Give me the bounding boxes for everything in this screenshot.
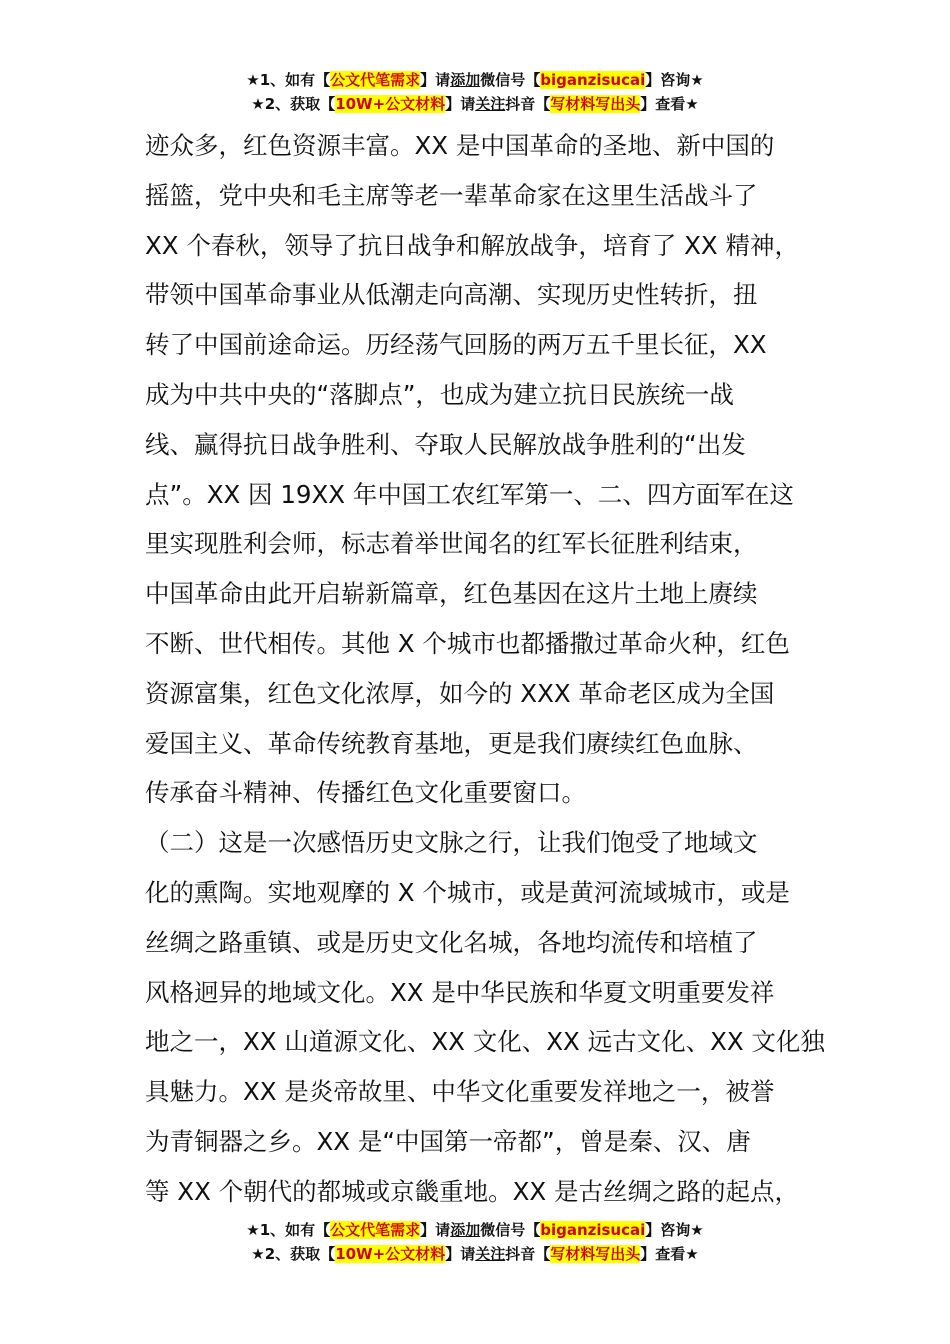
banner-line-1: ★1、如有【公文代笔需求】请添加微信号【biganzisucai】咨询★ [246,1221,704,1239]
body-line: 线、赢得抗日战争胜利、夺取人民解放战争胜利的“出发 [145,429,746,459]
banner-line-2: ★2、获取【10W+公文材料】请关注抖音【写材料写出头】查看★ [251,1245,699,1263]
body-line: 里实现胜利会师，标志着举世闻名的红军长征胜利结束， [145,529,758,559]
document-body [145,121,825,1217]
body-line: 成为中共中央的“落脚点”，也成为建立抗日民族统一战 [145,379,734,409]
header-banner [0,68,950,116]
highlight-service: 公文代笔需求 [330,1221,421,1239]
body-line: 迹众多，红色资源丰富。XX 是中国革命的圣地、新中国的 [145,131,775,160]
highlight-douyin-account: 写材料写出头 [550,95,641,113]
body-line: 化的熏陶。实地观摩的 X 个城市，或是黄河流域城市，或是 [145,877,790,907]
highlight-wechat-id: biganzisucai [540,71,646,89]
body-line: 资源富集，红色文化浓厚，如今的 XXX 革命老区成为全国 [145,678,775,708]
body-line: 地之一，XX 山道源文化、XX 文化、XX 远古文化、XX 文化独 [145,1027,825,1057]
highlight-materials: 10W+公文材料 [335,95,446,113]
body-line: 具魅力。XX 是炎帝故里、中华文化重要发祥地之一，被誉 [145,1077,775,1107]
body-line: 为青铜器之乡。XX 是“中国第一帝都”，曾是秦、汉、唐 [145,1126,751,1156]
body-line: 不断、世代相传。其他 X 个城市也都播撒过革命火种，红色 [145,628,790,658]
highlight-douyin-account: 写材料写出头 [550,1245,641,1263]
body-line: 丝绸之路重镇、或是历史文化名城，各地均流传和培植了 [145,927,758,957]
highlight-wechat-id: biganzisucai [540,1221,646,1239]
banner-line-1: ★1、如有【公文代笔需求】请添加微信号【biganzisucai】咨询★ [246,71,704,89]
body-line: XX 个春秋，领导了抗日战争和解放战争，培育了 XX 精神， [145,230,799,260]
section-heading-line: （二）这是一次感悟历史文脉之行，让我们饱受了地域文 [145,828,758,858]
footer-banner [0,1218,950,1266]
body-line: 带领中国革命事业从低潮走向高潮、实现历史性转折，扭 [145,280,758,310]
body-line: 转了中国前途命运。历经荡气回肠的两万五千里长征，XX [145,330,767,360]
body-line: 爱国主义、革命传统教育基地，更是我们赓续红色血脉、 [145,728,758,758]
body-line: 等 XX 个朝代的都城或京畿重地。XX 是古丝绸之路的起点， [145,1176,799,1206]
body-line: 传承奋斗精神、传播红色文化重要窗口。 [145,778,586,808]
highlight-service: 公文代笔需求 [330,71,421,89]
highlight-materials: 10W+公文材料 [335,1245,446,1263]
body-line: 点”。XX 因 19XX 年中国工农红军第一、二、四方面军在这 [145,479,794,509]
body-line: 风格迥异的地域文化。XX 是中华民族和华夏文明重要发祥 [145,977,775,1007]
body-line: 摇篮，党中央和毛主席等老一辈革命家在这里生活战斗了 [145,180,758,210]
body-line: 中国革命由此开启崭新篇章，红色基因在这片土地上赓续 [145,579,758,609]
banner-line-2: ★2、获取【10W+公文材料】请关注抖音【写材料写出头】查看★ [251,95,699,113]
